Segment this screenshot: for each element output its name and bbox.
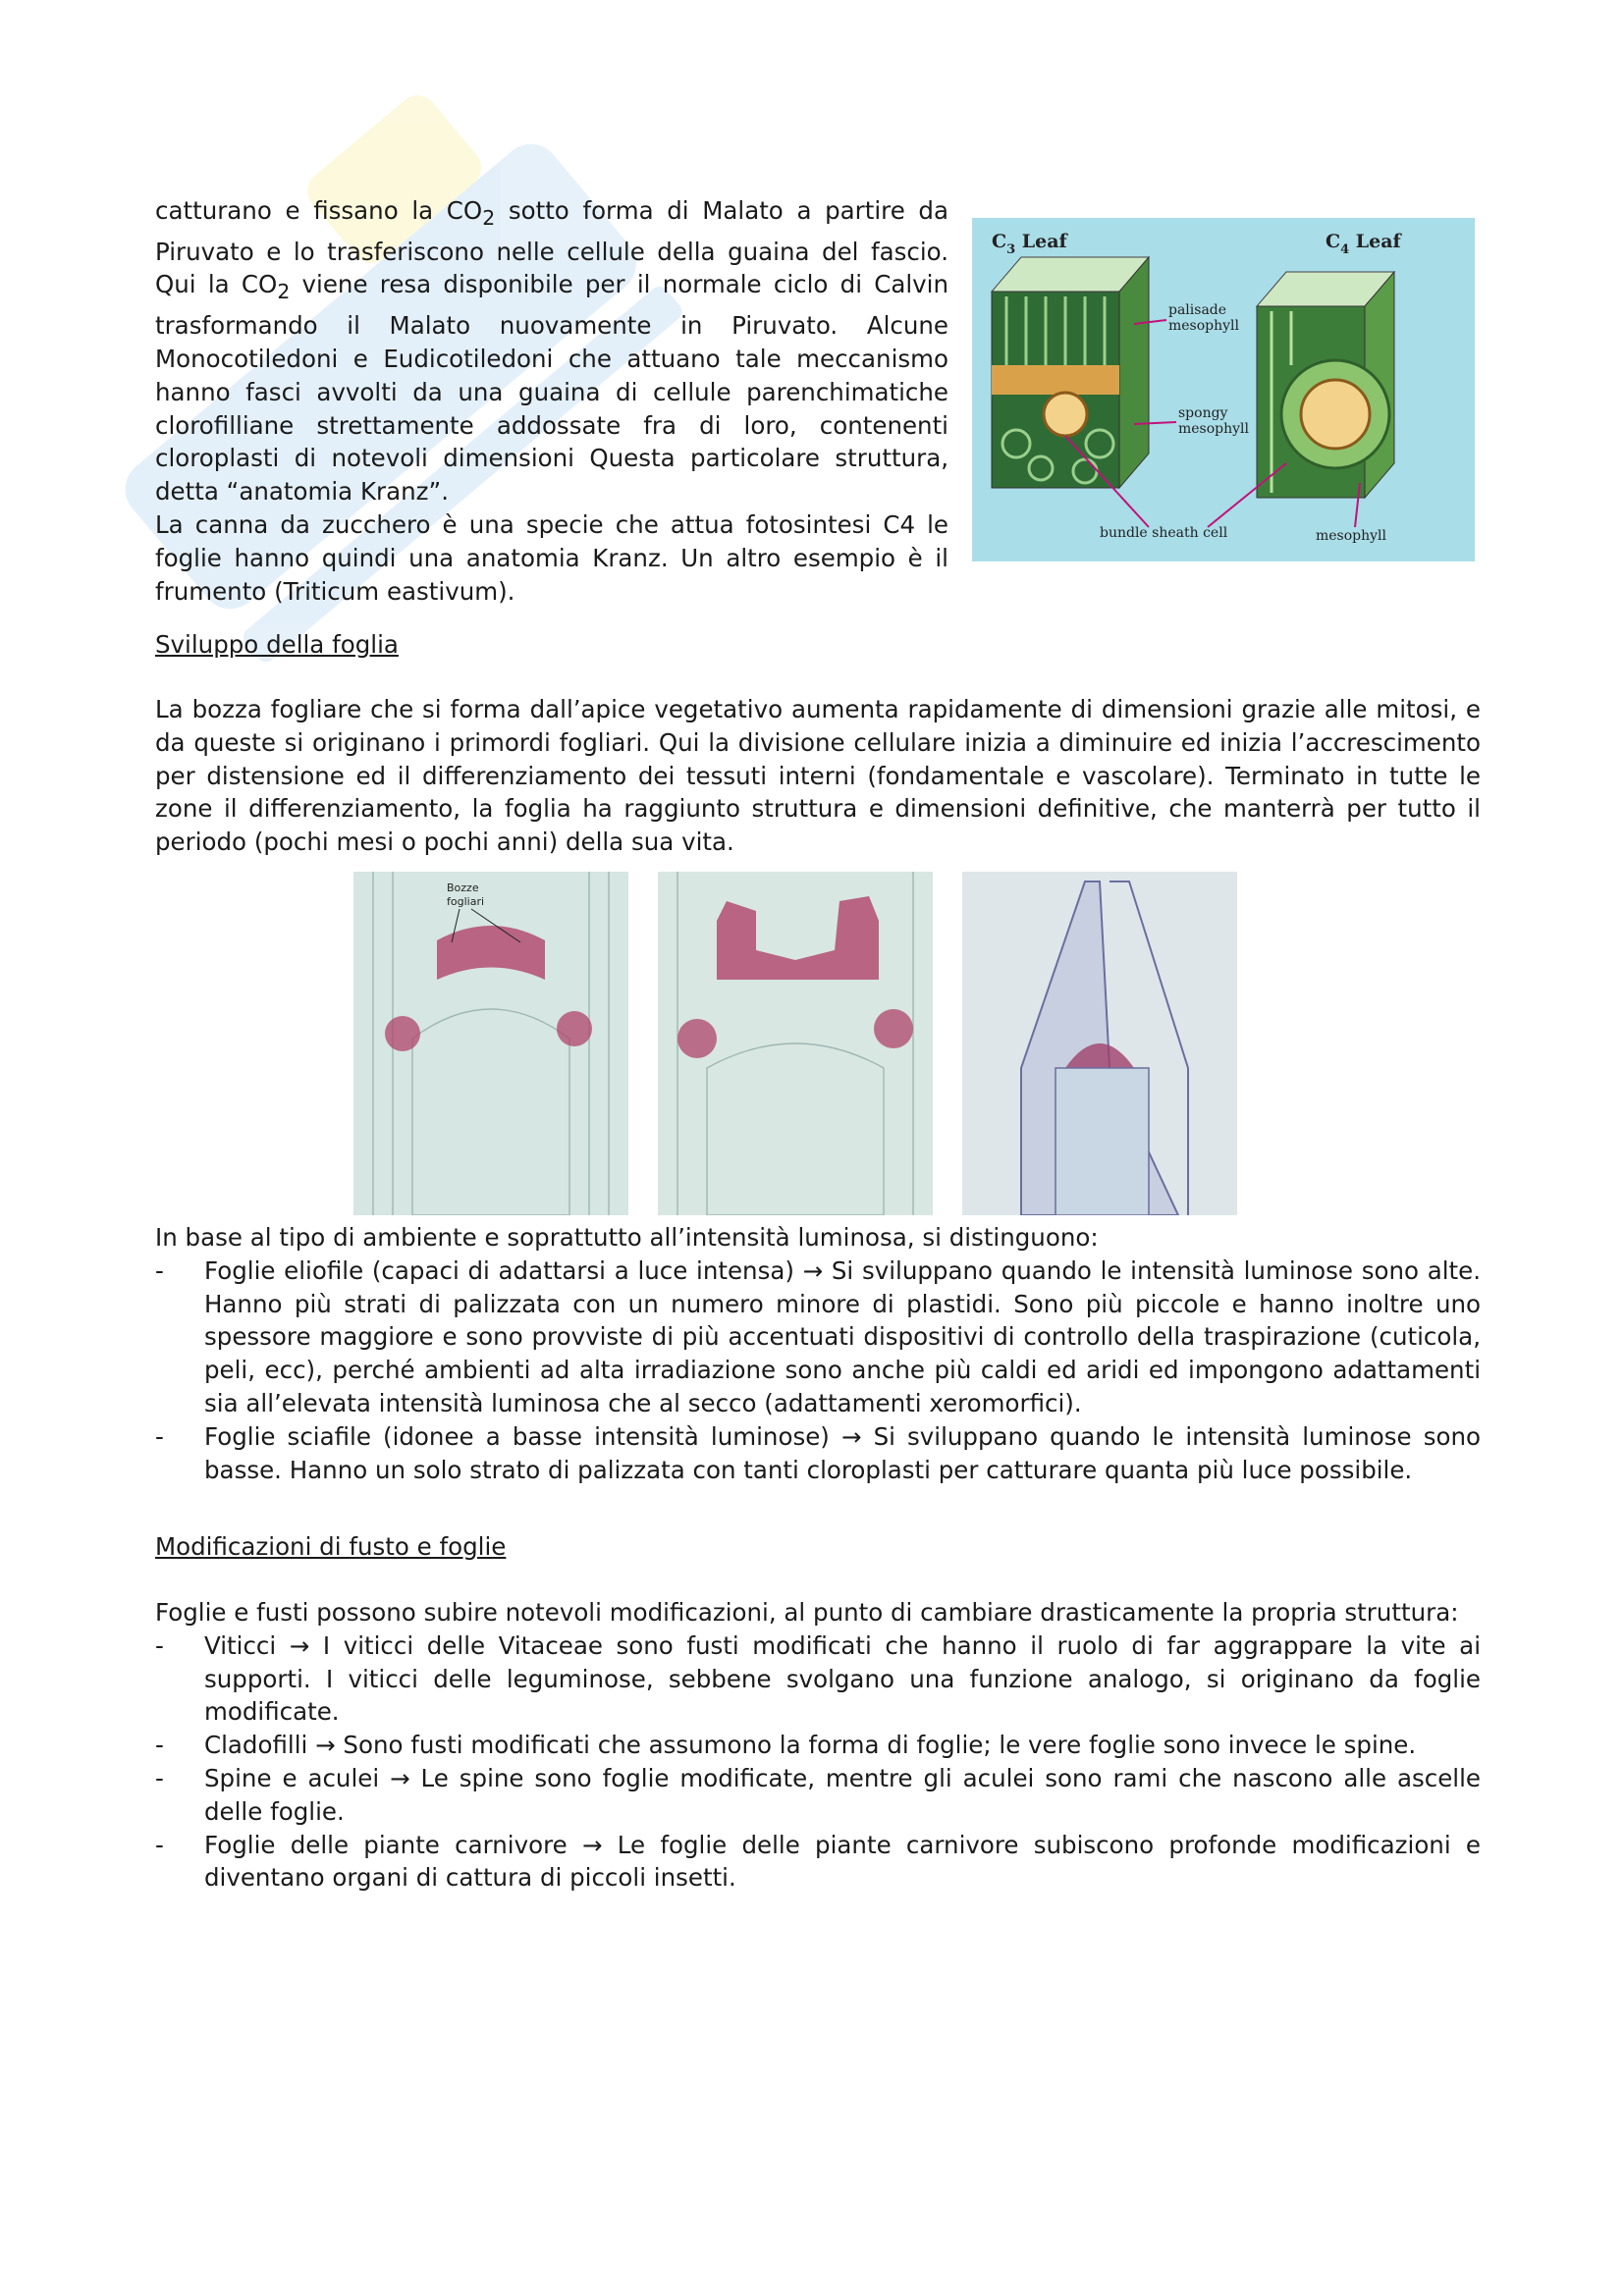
sviluppo-paragraph: La bozza fogliare che si forma dall’apice vegetativo aumenta rapidamente di dimensioni grazie alle mitosi, e da queste si originano i primordi fogliari. Qui la divisione cellulare inizia a diminuire ed inizia l’accrescimento per distensione ed il differenziamento dei tessuti interni (fondamentale e vascolare). Terminato in tutte le zone il differenziamento, la foglia ha raggiunto struttura e dimensioni definitive, che manterrà per tutto il periodo (pochi mesi o pochi anni) della sua vita. [155,695,1481,857]
c4-label: $C_4$ Leaf [1326,231,1401,257]
palisade-label: palisade [1168,302,1227,318]
bozze-label: Bozze [447,881,479,894]
section-heading-modificazioni: Modificazioni di fusto e foglie [155,1532,507,1561]
luce-intro: In base al tipo di ambiente e soprattutto all’intensità luminosa, si distinguono: [155,1223,1099,1252]
list-item: - Cladofilli → Sono fusti modificati che assumono la forma di foglie; le vere foglie sono invece le spine. [155,1731,1417,1760]
list-item: - Spine e aculei → Le spine sono foglie modificate, mentre gli aculei sono rami che nascono alle ascelle delle foglie. [155,1763,1481,1826]
spongy-label: spongy [1178,405,1228,421]
modificazioni-list [155,1629,1481,1895]
micrograph-row [353,872,1237,1215]
micrograph-2 [658,872,933,1215]
c3-label: $C_3$ Leaf [992,231,1067,257]
sviluppo-block [155,693,1481,859]
c4-leaf-diagram [1257,272,1394,498]
list-item: - Foglie delle piante carnivore → Le foglie delle piante carnivore subiscono profonde modificazioni e diventano organi di cattura di piccoli insetti. [155,1830,1481,1893]
intro-block [155,194,948,608]
micrograph-3 [962,872,1237,1215]
bundle-sheath-label: bundle sheath cell [1100,525,1228,541]
list-item: - Foglie eliofile (capaci di adattarsi a luce intensa) → Si sviluppano quando le intensità luminose sono alte. Hanno più strati di palizzata con un numero minore di plastidi. Sono più piccole e hanno inoltre uno spessore maggiore e sono provviste di più accentuati dispositivi di controllo della traspirazione (cuticola, peli, ecc), perché ambienti ad alta irradiazione sono anche più caldi ed aridi ed impongono adattamenti sia all’elevata intensità luminosa che al secco (adattamenti xeromorfici). [155,1255,1481,1417]
list-item: - Viticci → I viticci delle Vitaceae sono fusti modificati che hanno il ruolo di far aggrappare la vite ai supporti. I viticci delle leguminose, sebbene svolgano una funzione analogo, si originano da foglie modificate. [155,1630,1481,1727]
mesophyll-label: mesophyll [1316,528,1387,544]
micrograph-1 [353,872,628,1215]
section-heading-sviluppo: Sviluppo della foglia [155,630,399,659]
luce-block [155,1221,1481,1486]
palisade-label-2: mesophyll [1168,318,1240,334]
c3-leaf-diagram [992,257,1149,488]
c3-c4-leaf-figure [972,218,1475,561]
modificazioni-block [155,1596,1481,1895]
bozze-label-2: fogliari [447,895,485,908]
modificazioni-intro: Foglie e fusti possono subire notevoli modificazioni, al punto di cambiare drasticamente la propria struttura: [155,1598,1459,1627]
spongy-label-2: mesophyll [1178,421,1250,437]
intro-paragraph: catturano e fissano la $CO_2$ sotto forma di Malato a partire da Piruvato e lo trasferiscono nelle cellule della guaina del fascio. Qui la $CO_2$ viene resa disponibile per il normale ciclo di Calvin trasformando il Malato nuovamente in Piruvato. Alcune Monocotiledoni e Eudicotiledoni che attuano tale meccanismo hanno fasci avvolti da una guaina di cellule parenchimatiche clorofilliane strettamente addossate fra di loro, contenenti cloroplasti di notevoli dimensioni Questa particolare struttura, detta “anatomia Kranz”. [155,196,949,507]
luce-list [155,1255,1481,1487]
intro-paragraph-2: La canna da zucchero è una specie che attua fotosintesi C4 le foglie hanno quindi una anatomia Kranz. Un altro esempio è il frumento (Triticum eastivum). [155,509,948,606]
list-item: - Foglie sciafile (idonee a basse intensità luminose) → Si sviluppano quando le intensità luminose sono basse. Hanno un solo strato di palizzata con tanti cloroplasti per catturare quanta più luce possibile. [155,1421,1481,1484]
